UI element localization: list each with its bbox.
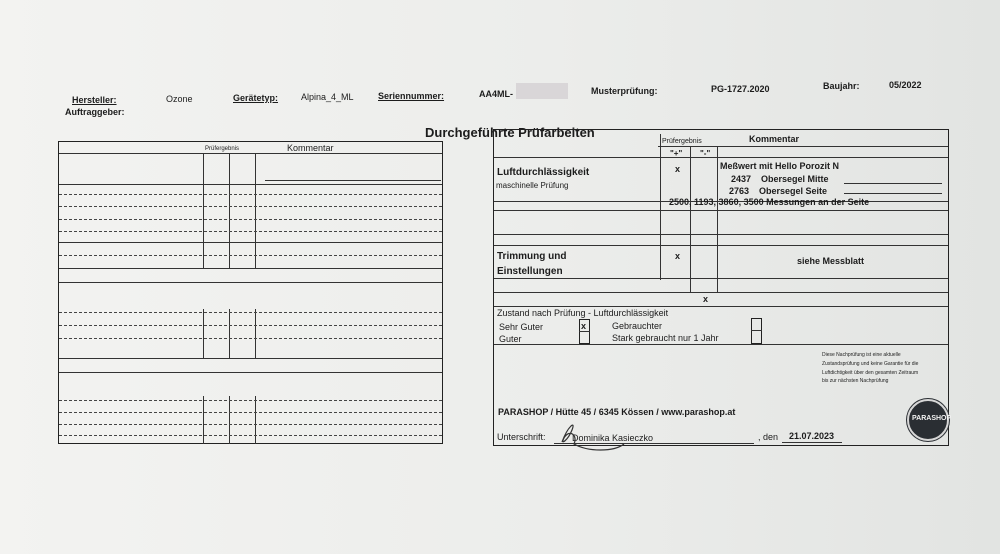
- company-line: PARASHOP / Hütte 45 / 6345 Kössen / www.parashop.at: [498, 407, 736, 417]
- left-check-table: [58, 141, 443, 444]
- state-checkboxes-right: [751, 318, 762, 344]
- disclaimer-line-4: bis zur nächsten Nachprüfung: [822, 378, 889, 384]
- parashop-seal: [907, 399, 952, 441]
- left-comment-header: Kommentar: [287, 143, 334, 153]
- air-plus-mark: x: [675, 164, 681, 174]
- right-result-header: Prüfergebnis: [662, 138, 702, 145]
- year-label: Baujahr:: [823, 81, 860, 91]
- measure-line: 2500, 1193, 3860, 3500 Messungen an der Seite: [669, 197, 870, 207]
- measure-1-label: Obersegel Mitte: [761, 174, 829, 184]
- section-title: Durchgeführte Prüfarbeiten: [425, 125, 595, 140]
- air-permeability-sub: maschinelle Prüfung: [496, 181, 569, 190]
- disclaimer-line-1: Diese Nachprüfung ist eine aktuelle: [822, 352, 901, 358]
- date-label: , den: [758, 432, 779, 442]
- state-very-good: Sehr Guter: [499, 322, 544, 332]
- device-type-value: Alpina_4_ML: [301, 92, 354, 102]
- date-value: 21.07.2023: [789, 431, 835, 441]
- seal-text: PARASHOP: [912, 415, 952, 422]
- measure-2-value: 2763: [729, 186, 750, 196]
- signature-label: Unterschrift:: [497, 432, 546, 442]
- trim-comment: siehe Messblatt: [797, 256, 865, 266]
- serial-redaction: [516, 83, 568, 99]
- client-label: Auftraggeber:: [65, 107, 125, 117]
- state-title: Zustand nach Prüfung - Luftdurchlässigkeit: [497, 308, 669, 318]
- signer-name: Dominika Kasieczko: [572, 433, 654, 443]
- minus-mark: x: [703, 294, 709, 304]
- measure-1-value: 2437: [731, 174, 752, 184]
- state-heavy: Stark gebraucht nur 1 Jahr: [612, 333, 719, 343]
- air-permeability-title: Luftdurchlässigkeit: [497, 167, 590, 178]
- manufacturer-label: Hersteller:: [72, 95, 117, 105]
- serial-label: Seriennummer:: [378, 91, 445, 101]
- minus-header: "-": [700, 149, 711, 158]
- right-check-table: [493, 129, 952, 446]
- test-label: Musterprüfung:: [591, 86, 658, 96]
- trim-title-2: Einstellungen: [497, 266, 563, 277]
- trim-plus-mark: x: [675, 251, 681, 261]
- manufacturer-value: Ozone: [166, 94, 193, 104]
- state-used: Gebrauchter: [612, 321, 663, 331]
- measure-title: Meßwert mit Hello Porozit N: [720, 161, 840, 171]
- trim-title-1: Trimmung und: [497, 251, 567, 262]
- measure-2-label: Obersegel Seite: [759, 186, 828, 196]
- test-value: PG-1727.2020: [711, 84, 770, 94]
- disclaimer-line-2: Zustandsprüfung und keine Garantie für die: [822, 361, 919, 367]
- plus-header: "+": [670, 149, 683, 158]
- state-very-good-mark: x: [581, 321, 587, 331]
- left-result-header: Prüfergebnis: [205, 146, 240, 152]
- serial-value: AA4ML-: [479, 89, 513, 99]
- right-comment-header: Kommentar: [749, 134, 800, 144]
- year-value: 05/2022: [889, 80, 922, 90]
- device-type-label: Gerätetyp:: [233, 93, 279, 103]
- disclaimer-line-3: Luftdichtigkeit über den gesamten Zeitraum: [822, 370, 919, 376]
- handwritten-signature: [554, 418, 664, 458]
- state-good: Guter: [499, 334, 522, 344]
